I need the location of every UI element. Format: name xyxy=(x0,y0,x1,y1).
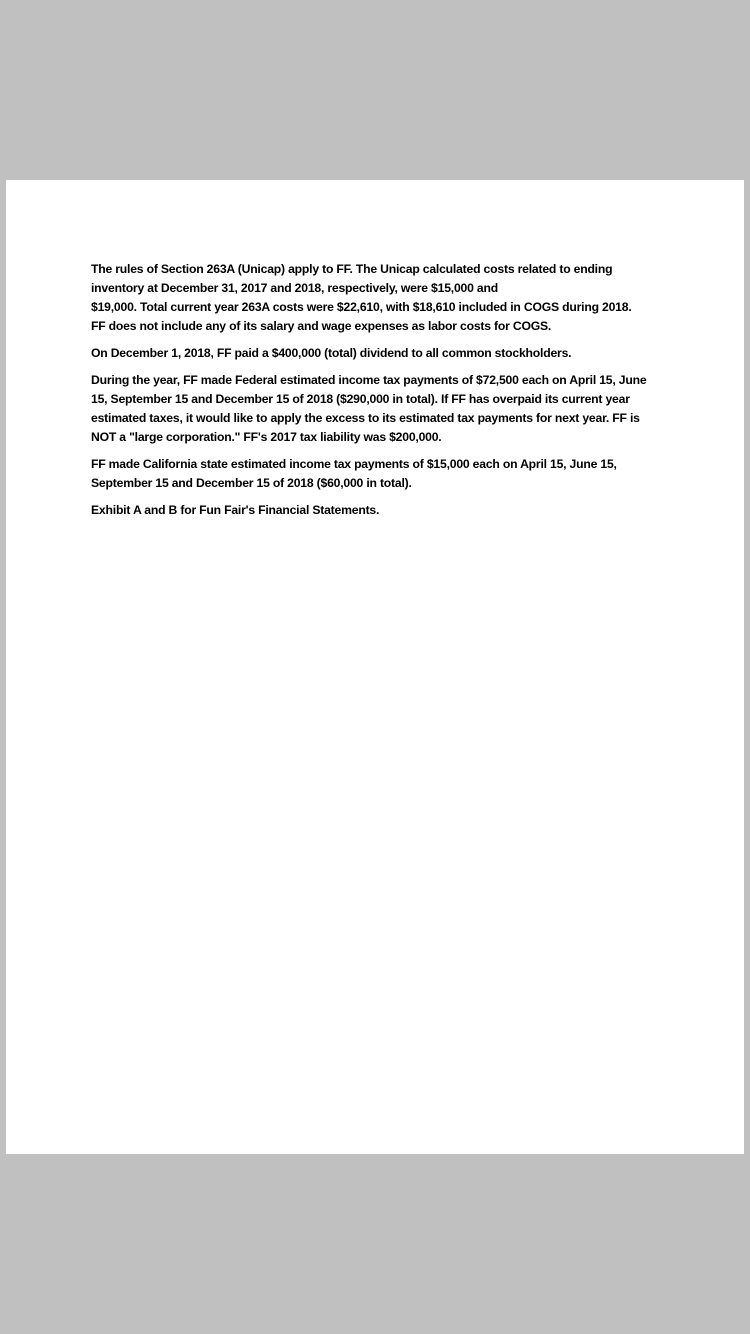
paragraph-exhibit-reference xyxy=(91,501,671,520)
paragraph-dividend xyxy=(91,344,671,363)
text-line: Exhibit A and B for Fun Fair's Financial Statements. xyxy=(91,503,380,517)
text-line: NOT a "large corporation." FF's 2017 tax liability was $200,000. xyxy=(91,430,442,444)
document-page xyxy=(6,180,744,1154)
paragraph-california-estimated-tax xyxy=(91,455,671,493)
text-line: $19,000. Total current year 263A costs were $22,610, with $18,610 included in COGS during 2018. xyxy=(91,300,632,314)
text-line: During the year, FF made Federal estimated income tax payments of $72,500 each on April 15, June xyxy=(91,373,647,387)
text-line: On December 1, 2018, FF paid a $400,000 (total) dividend to all common stockholders. xyxy=(91,346,572,360)
text-line: The rules of Section 263A (Unicap) apply to FF. The Unicap calculated costs related to ending xyxy=(91,262,613,276)
paragraph-federal-estimated-tax xyxy=(91,371,671,447)
text-line: inventory at December 31, 2017 and 2018, respectively, were $15,000 and xyxy=(91,281,498,295)
text-line: estimated taxes, it would like to apply the excess to its estimated tax payments for next year. FF is xyxy=(91,411,640,425)
text-line: FF does not include any of its salary and wage expenses as labor costs for COGS. xyxy=(91,319,552,333)
text-line: 15, September 15 and December 15 of 2018 ($290,000 in total). If FF has overpaid its current year xyxy=(91,392,630,406)
document-body xyxy=(91,260,671,520)
text-line: September 15 and December 15 of 2018 ($60,000 in total). xyxy=(91,476,412,490)
paragraph-unicap xyxy=(91,260,671,336)
text-line: FF made California state estimated income tax payments of $15,000 each on April 15, June 15, xyxy=(91,457,617,471)
